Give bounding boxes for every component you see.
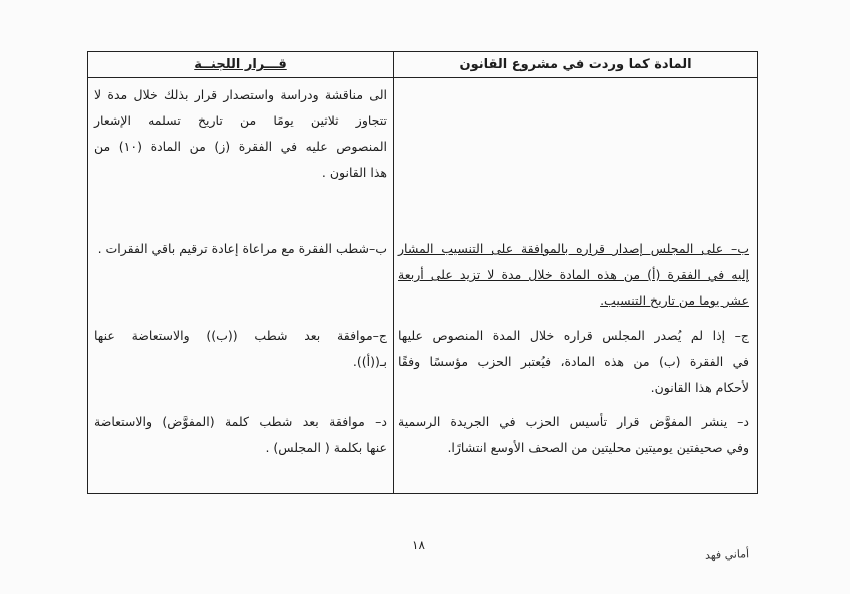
article-paragraph-c: ج– إذا لم يُصدر المجلس قراره خلال المدة المنصوص عليها في الفقرة (ب) من هذه المادة، فيُعتبر الحزب مؤسسًا وفقًا لأحكام هذا القانون.: [398, 328, 749, 395]
header-decision: قـــرار اللجنــة: [194, 57, 287, 72]
header-article: المادة كما وردت في مشروع القانون: [459, 57, 692, 72]
comparison-table: [87, 51, 758, 494]
header-divider: [88, 77, 757, 78]
decision-paragraph-c: ج–موافقة بعد شطب ((ب)) والاستعاضة عنها بـ((أ)).: [94, 328, 387, 369]
decision-paragraph-d: د– موافقة بعد شطب كلمة (المفوَّض) والاستعاضة عنها بكلمة ( المجلس) .: [94, 414, 387, 455]
decision-paragraph-b: ب–شطب الفقرة مع مراعاة إعادة ترقيم باقي الفقرات .: [97, 241, 387, 256]
page-number: ١٨: [412, 538, 425, 552]
signature: أماني فهد: [704, 547, 750, 562]
article-paragraph-b: ب– على المجلس إصدار قراره بالموافقة على التنسيب المشار إليه في الفقرة (أ) من هذه المادة خلال مدة لا تزيد على أربعة عشر يوما من تاريخ التنسيب.: [398, 241, 749, 308]
decision-paragraph-continuation: الى مناقشة ودراسة واستصدار قرار بذلك خلال مدة لا تتجاوز ثلاثين يومًا من تاريخ تسلمه الإشعار المنصوص عليه في الفقرة (ز) من المادة (١٠) من هذا القانون .: [94, 87, 387, 180]
article-paragraph-d: د– ينشر المفوَّض قرار تأسيس الحزب في الجريدة الرسمية وفي صحيفتين يوميتين محليتين من الصحف الأوسع انتشارًا.: [398, 414, 749, 455]
column-divider: [393, 52, 394, 493]
